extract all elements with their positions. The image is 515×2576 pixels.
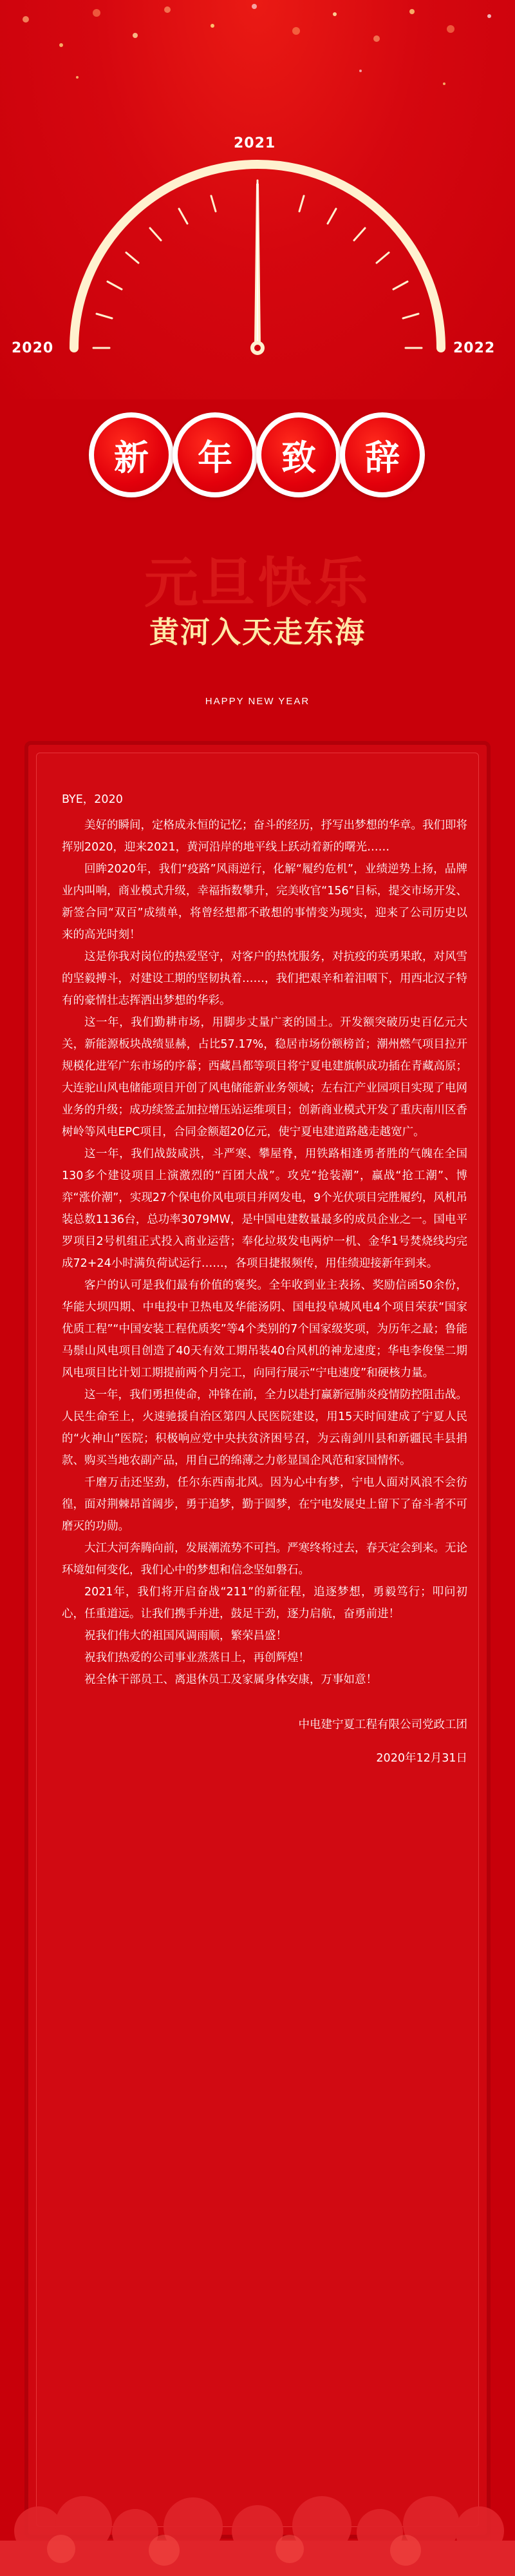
year-2022-label: 2022 (453, 340, 496, 356)
letter-card (24, 741, 491, 2539)
letter-blessing: 祝全体干部员工、离退休员工及家属身体安康，万事如意！ (84, 1673, 377, 1686)
letter-body (62, 789, 467, 1780)
letter-paragraph: 千磨万击还坚劲，任尔东西南北风。因为心中有梦，宁电人面对风浪不会彷徨，面对荆棘昂首阔步，勇于追梦，勤于圆梦，在宁电发展史上留下了奋斗者不可磨灭的功勋。 (62, 1476, 467, 1533)
letter-paragraph: 2021年，我们将开启奋战“211”的新征程，追逐梦想，勇毅笃行；叩问初心，任重道远。让我们携手并进，鼓足干劲，逐力启航，奋勇前进！ (62, 1586, 467, 1620)
letter-greeting: BYE，2020 (62, 793, 123, 806)
signature-date: 2020年12月31日 (376, 1751, 467, 1765)
letter-paragraph: 这一年，我们勇担使命，冲锋在前，全力以赴打赢新冠肺炎疫情防控阻击战。人民生命至上，火速驰援自治区第四人民医院建设，用15天时间建成了宁夏人民的“火神山”医院；积极响应党中央扶贫济困号召，为云南剑川县和新疆民丰县捐款、购买当地农副产品，用自己的绵薄之力彰显国企风范和家国情怀。 (62, 1389, 467, 1467)
letter-blessing: 祝我们热爱的公司事业蒸蒸日上，再创辉煌！ (84, 1651, 310, 1664)
title-coin: 年 (173, 412, 258, 497)
letter-paragraph: 美好的瞬间，定格成永恒的记忆；奋斗的经历，抒写出梦想的华章。我们即将挥别2020，迎来2021，黄河沿岸的地平线上跃动着新的曙光…… (62, 819, 467, 854)
watermark-text: 元旦快乐 (144, 552, 371, 615)
title-coin: 致 (256, 412, 341, 497)
letter-paragraph: 这一年，我们勤耕市场，用脚步丈量广袤的国土。开发额突破历史百亿元大关，新能源板块战绩显赫，占比57.17%，稳居市场份额榜首；潮州燃气项目拉开规模化进军广东市场的序幕；西藏昌都等项目将宁夏电建旗帜成功插在青藏高原；大连驼山风电储能项目开创了风电储能新业务领域；左右江产业园项目实现了电网业务的升级；成功续签孟加拉增压站运维项目；创新商业模式开发了重庆南川区香树岭等风电EPC项目，合同金额超20亿元，使宁夏电建道路越走越宽广。 (62, 1016, 467, 1139)
letter-paragraph: 回眸2020年，我们“疫路”风雨逆行，化解“履约危机”，业绩逆势上扬，品牌业内叫响，商业模式升级，幸福指数攀升，完美收官“156”目标，提交市场开发、新签合同“双百”成绩单，将曾经想都不敢想的事情变为现实，迎来了公司历史以来的高光时刻！ (62, 863, 467, 941)
cloud-decoration (0, 2486, 515, 2576)
signature-organization: 中电建宁夏工程有限公司党政工团 (298, 1718, 467, 1731)
title-coin: 辞 (340, 412, 425, 497)
letter-paragraph: 这是你我对岗位的热爱坚守，对客户的热忱服务，对抗疫的英勇果敢，对风雪的坚毅搏斗，对建设工期的坚韧执着……，我们把艰辛和着泪咽下，用西北汉子特有的豪情壮志挥洒出梦想的华彩。 (62, 950, 467, 1007)
title-coin: 新 (89, 412, 174, 497)
year-2021-label: 2021 (234, 135, 276, 151)
letter-paragraph: 客户的认可是我们最有价值的褒奖。全年收到业主表扬、奖励信函50余份，华能大坝四期、中电投中卫热电及华能汤阴、国电投阜城风电4个项目荣获“国家优质工程”“中国安装工程优质奖”等4个类别的7个国家级奖项，为历年之最；鲁能马鬃山风电项目创造了40天有效工期吊装40台风机的神龙速度；华电李俊堡二期风电项目比计划工期提前两个月完工，向同行展示“宁电速度”和硬核力量。 (62, 1279, 467, 1379)
page-subheading: HAPPY NEW YEAR (205, 696, 310, 707)
letter-paragraph: 这一年，我们战鼓咸洪，斗严寒、攀屋脊，用铁路相逢勇者胜的气魄在全国130多个建设项目上演激烈的“百团大战”。攻克“抢装潮”，赢战“抢工潮”、博弈“涨价潮”，实现27个保电价风电项目并网发电，9个光伏项目完胜履约，风机吊装总数1136台，总功率3079MW，是中国电建数量最多的成员企业之一。国电平罗项目2号机组正式投入商业运营；奉化垃圾发电两炉一机、金华1号焚烧线均完成72+24小时满负荷试运行……，各项目捷报频传，用佳绩迎接新年到来。 (62, 1148, 467, 1270)
page-headline: 黄河入天走东海 (149, 615, 366, 649)
letter-paragraph: 大江大河奔腾向前，发展潮流势不可挡。严寒终将过去，春天定会到来。无论环境如何变化，我们心中的梦想和信念坚如磐石。 (62, 1542, 467, 1577)
title-coins (0, 412, 515, 503)
clock-dial (0, 0, 515, 399)
letter-blessing: 祝我们伟大的祖国风调雨顺，繁荣昌盛！ (84, 1629, 287, 1642)
hero-banner (0, 0, 515, 399)
year-2020-label: 2020 (12, 340, 54, 356)
